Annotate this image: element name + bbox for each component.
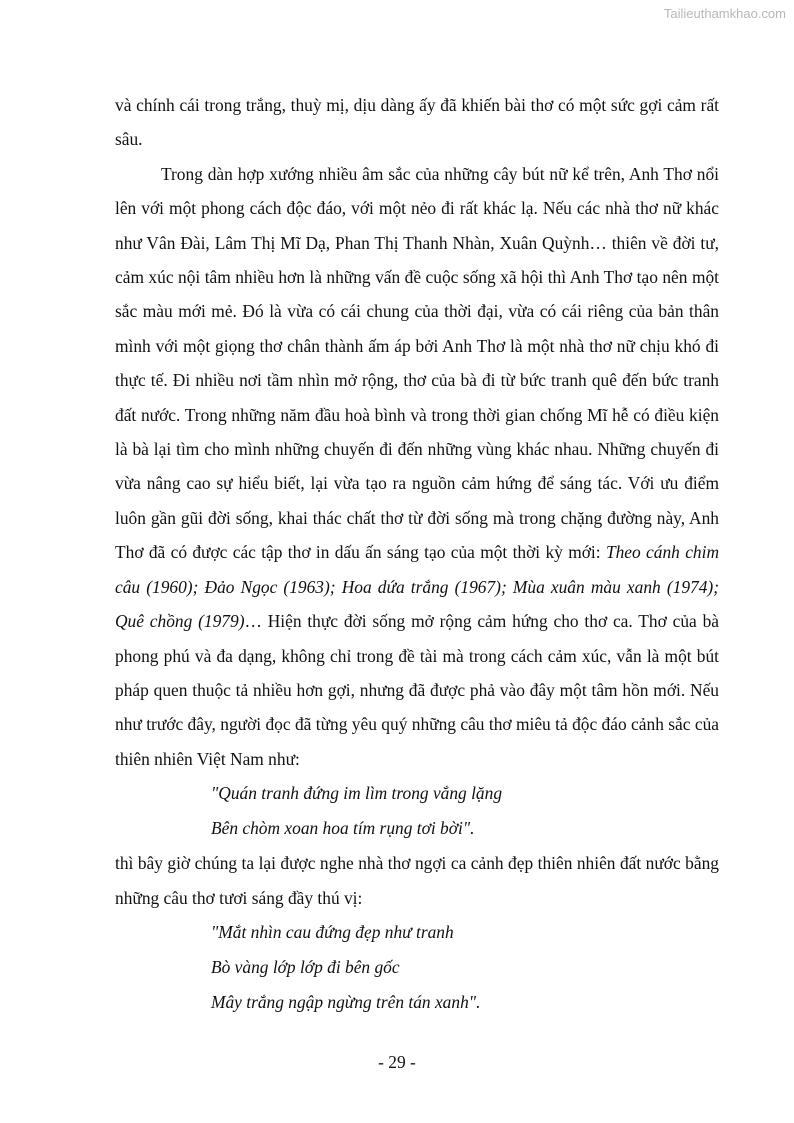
paragraph-transition: thì bây giờ chúng ta lại được nghe nhà thơ ngợi ca cảnh đẹp thiên nhiên đất nước bằng những câu thơ tươi sáng đầy thú vị: xyxy=(115,853,719,908)
verse-quote-1 xyxy=(115,776,719,846)
works-list: Theo cánh chim câu (1960); Đảo Ngọc (1963); Hoa dứa trắng (1967); Mùa xuân màu xanh (1974); Quê chồng (1979) xyxy=(115,542,720,632)
verse-line: Mây trắng ngập ngừng trên tán xanh". xyxy=(211,991,481,1012)
verse-line: Bên chòm xoan hoa tím rụng tơi bời". xyxy=(211,818,475,839)
paragraph-anh-tho xyxy=(115,157,719,776)
page-number: - 29 - xyxy=(378,1052,416,1072)
verse-line: Bò vàng lớp lớp đi bên gốc xyxy=(211,956,400,977)
paragraph-continuation: và chính cái trong trắng, thuỳ mị, dịu dàng ấy đã khiến bài thơ có một sức gợi cảm rất sâu. xyxy=(115,95,719,150)
verse-quote-2 xyxy=(115,915,719,1020)
paragraph-text-after: … Hiện thực đời sống mở rộng cảm hứng cho thơ ca. Thơ của bà phong phú và đa dạng, không chỉ trong đề tài mà trong cách cảm xúc, vẫn là một bút pháp quen thuộc tả nhiều hơn gợi, nhưng đã được phả vào đây một tâm hồn mới. Nếu như trước đây, người đọc đã từng yêu quý những câu thơ miêu tả độc đáo cảnh sắc của thiên nhiên Việt Nam như: xyxy=(115,611,719,769)
paragraph-text-before: Trong dàn hợp xướng nhiều âm sắc của những cây bút nữ kể trên, Anh Thơ nổi lên với một phong cách độc đáo, với một nẻo đi rất khác lạ. Nếu các nhà thơ nữ khác như Vân Đài, Lâm Thị Mĩ Dạ, Phan Thị Thanh Nhàn, Xuân Quỳnh… thiên về đời tư, cảm xúc nội tâm nhiều hơn là những vấn đề cuộc sống xã hội thì Anh Thơ tạo nên một sắc màu mới mẻ. Đó là vừa có cái chung của thời đại, vừa có cái riêng của bản thân mình với một giọng thơ chân thành ấm áp bởi Anh Thơ là một nhà thơ nữ chịu khó đi thực tế. Đi nhiều nơi tầm nhìn mở rộng, thơ của bà đi từ bức tranh quê đến bức tranh đất nước. Trong những năm đầu hoà bình và trong thời gian chống Mĩ hễ có điều kiện là bà lại tìm cho mình những chuyến đi đến những vùng khác nhau. Những chuyến đi vừa nâng cao sự hiểu biết, lại vừa tạo ra nguồn cảm hứng để sáng tác. Với ưu điểm luôn gần gũi đời sống, khai thác chất thơ từ đời sống mà trong chặng đường này, Anh Thơ đã có được các tập thơ in dấu ấn sáng tạo của một thời kỳ mới: xyxy=(115,163,719,563)
verse-line: "Mắt nhìn cau đứng đẹp như tranh xyxy=(211,921,454,942)
watermark: Tailieuthamkhao.com xyxy=(663,6,786,21)
verse-line: "Quán tranh đứng im lìm trong vắng lặng xyxy=(211,783,503,804)
document-page xyxy=(115,88,719,1020)
